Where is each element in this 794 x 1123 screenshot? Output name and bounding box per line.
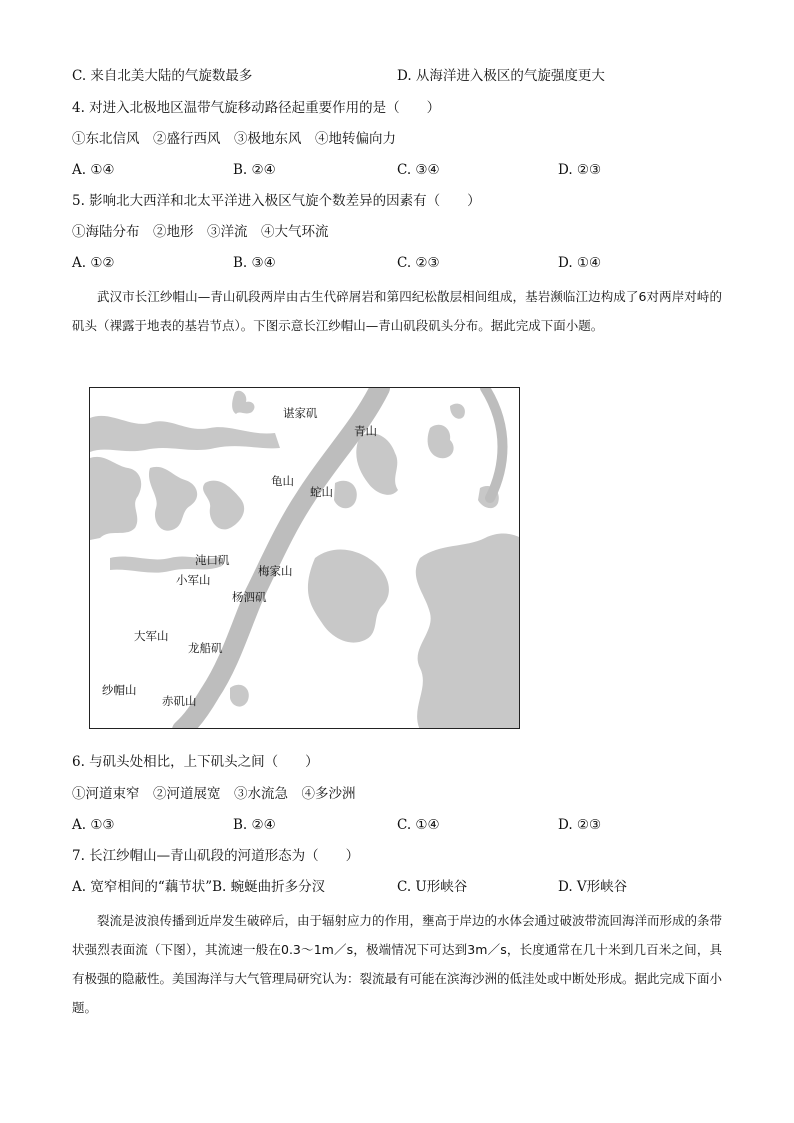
river-map (89, 387, 520, 729)
q4-option-b: B. ②④ (233, 162, 276, 178)
q6-stem: 6. 与矶头处相比，上下矶头之间（ ） (72, 754, 319, 770)
q7-option-ab: A. 宽窄相间的“藕节状”B. 蜿蜒曲折多分汊 (72, 879, 326, 895)
q3-option-d: D. 从海洋进入极区的气旋强度更大 (397, 68, 605, 84)
q6-option-d: D. ②③ (558, 817, 602, 833)
q4-option-d: D. ②③ (558, 162, 602, 178)
land-top-blob (232, 391, 254, 414)
label-chenjiaji: 谌家矶 (283, 406, 318, 420)
land-right-blob-3 (450, 404, 465, 419)
q6-option-a: A. ①③ (72, 817, 115, 833)
label-guishan: 龟山 (271, 474, 294, 488)
label-sheshan: 蛇山 (310, 485, 333, 499)
land-bottom-left (230, 685, 249, 707)
q7-option-d: D. V形峡谷 (558, 879, 628, 895)
q6-option-b: B. ②④ (233, 817, 276, 833)
land-bottom-right (416, 534, 520, 729)
land-left-blob-1 (90, 457, 141, 540)
river-branch-right (485, 388, 503, 498)
land-left-blob-3 (203, 481, 244, 530)
q6-option-c: C. ①④ (397, 817, 440, 833)
label-meijiashan: 梅家山 (258, 564, 293, 578)
passage-wuhan: 武汉市长江纱帽山—青山矶段两岸由古生代碎屑岩和第四纪松散层相间组成，基岩濒临江边构成了6对两岸对峙的矶头（裸露于地表的基岩节点）。下图示意长江纱帽山—青山矶段矶头分布。据此完成下面小题。 (72, 289, 722, 333)
q5-items: ①海陆分布 ②地形 ③洋流 ④大气环流 (72, 224, 329, 240)
label-xiaojunshan: 小军山 (176, 573, 211, 587)
q4-items: ①东北信风 ②盛行西风 ③极地东风 ④地转偏向力 (72, 131, 396, 147)
q4-option-a: A. ①④ (72, 162, 115, 178)
label-yangsiji: 杨泗矶 (232, 590, 267, 604)
q4-option-c: C. ③④ (397, 162, 440, 178)
q3-option-c: C. 来自北美大陆的气旋数最多 (72, 68, 253, 84)
q5-option-b: B. ③④ (233, 255, 276, 271)
label-qingshan: 青山 (354, 424, 377, 438)
q5-option-d: D. ①④ (558, 255, 602, 271)
q5-option-c: C. ②③ (397, 255, 440, 271)
label-longchuanji: 龙船矶 (188, 641, 223, 655)
land-right-blob-1 (356, 433, 398, 495)
q4-stem: 4. 对进入北极地区温带气旋移动路径起重要作用的是（ ） (72, 100, 441, 116)
label-zhuankouji: 沌口矶 (195, 553, 230, 567)
label-chijishan: 赤矶山 (162, 694, 197, 708)
land-left-blob-2 (149, 467, 197, 531)
land-center-large (308, 550, 389, 643)
land-patches (90, 391, 520, 729)
river-map-svg (90, 388, 520, 729)
q7-option-c: C. U形峡谷 (397, 879, 468, 895)
q6-items: ①河道束窄 ②河道展宽 ③水流急 ④多沙洲 (72, 786, 356, 802)
q5-option-a: A. ①② (72, 255, 115, 271)
label-dajunshan: 大军山 (134, 629, 169, 643)
land-right-blob-2 (428, 425, 454, 458)
q5-stem: 5. 影响北大西洋和北太平洋进入极区气旋个数差异的因素有（ ） (72, 193, 481, 209)
land-center-small (334, 481, 357, 509)
label-shamaoshan: 纱帽山 (102, 683, 137, 697)
q7-stem: 7. 长江纱帽山—青山矶段的河道形态为（ ） (72, 848, 360, 864)
passage-rip-current: 裂流是波浪传播到近岸发生破碎后，由于辐射应力的作用，壅高于岸边的水体会通过破波带流回海洋而形成的条带状强烈表面流（下图），其流速一般在0.3～1m／s，极端情况下可达到3m／s，长度通常在几十米到几百米之间，具有极强的隐蔽性。美国海洋与大气管理局研究认为：裂流最有可能在滨海沙洲的低洼处或中断处形成。据此完成下面小题。 (72, 913, 723, 1015)
land-upper-left (90, 416, 280, 452)
